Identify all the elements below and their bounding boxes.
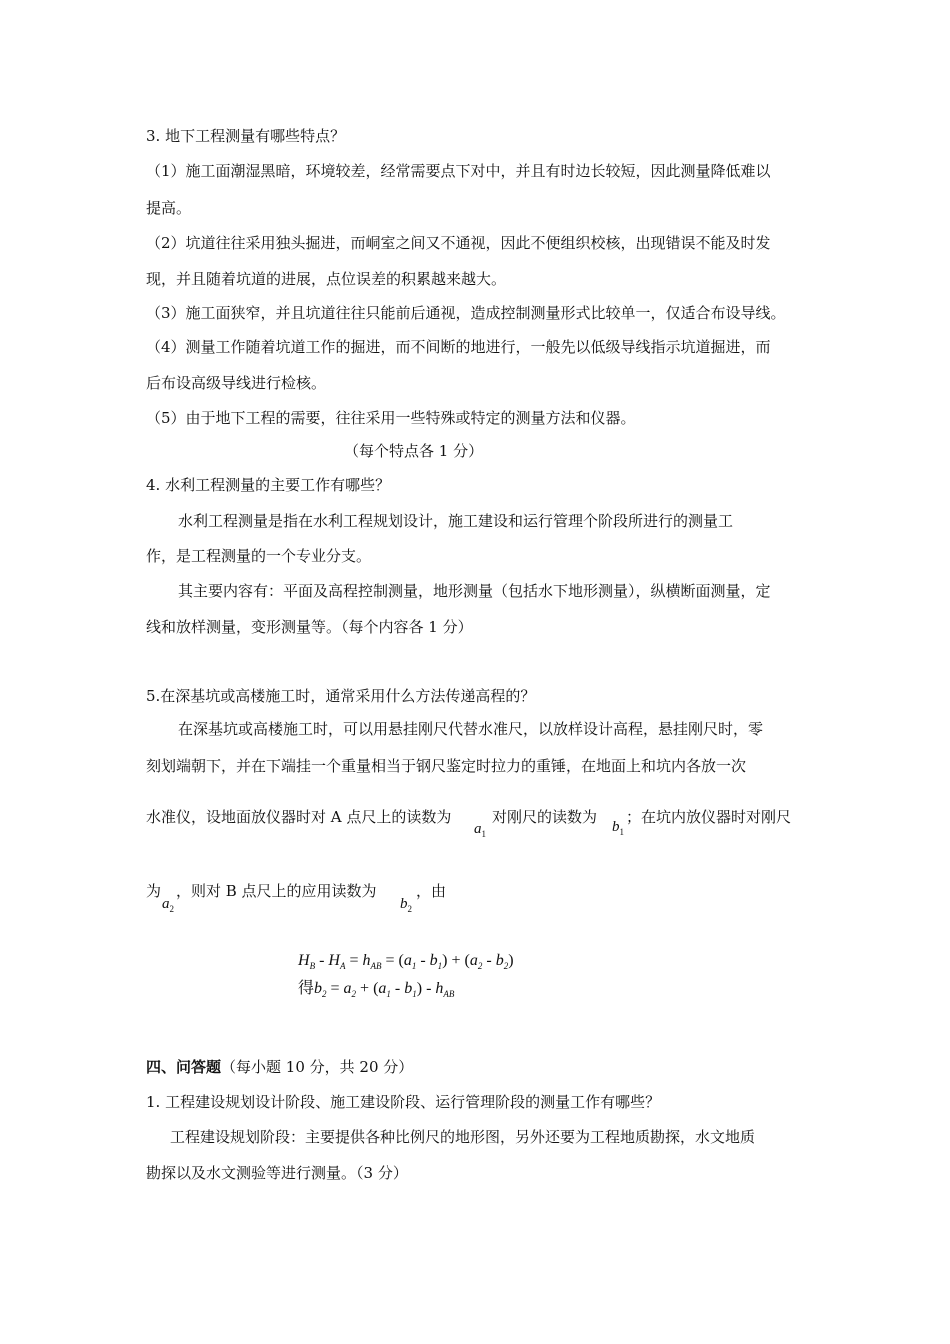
section-4-heading-line: [146, 1058, 413, 1077]
q4-para-1: 水利工程测量是指在水利工程规划设计，施工建设和运行管理个阶段所进行的测量工: [178, 512, 734, 530]
q5-title: 5.在深基坑或高楼施工时，通常采用什么方法传递高程的？: [146, 687, 536, 705]
formula-height-difference: $H_B - H_A = h_{AB} = (a_1 - b_1) + (a_2 - b_2)$: [298, 952, 514, 971]
q5-line-3-part-3: ；在坑内放仪器时对刚尺: [626, 808, 792, 826]
q3-point-1-cont: 提高。: [146, 199, 192, 217]
q5-para-line-2: 刻划端朝下，并在下端挂一个重量相当于钢尺鉴定时拉力的重锤，在地面上和坑内各放一次: [146, 757, 747, 775]
q3-point-3: （3）施工面狭窄，并且坑道往往只能前后通视，造成控制测量形式比较单一，仅适合布设导线。: [146, 304, 786, 322]
q3-title: 3. 地下工程测量有哪些特点？: [146, 127, 346, 145]
q5-line-3-part-2: 对刚尺的读数为: [492, 808, 598, 826]
q3-score-note: （每个特点各 1 分）: [344, 442, 484, 460]
section-4-heading-note: （每小题 10 分，共 20 分）: [221, 1058, 414, 1076]
q3-point-4-cont: 后布设高级导线进行检核。: [146, 374, 327, 392]
q4-title: 4. 水利工程测量的主要工作有哪些？: [146, 476, 391, 494]
q5-line-4-part-3: ，由: [416, 882, 447, 900]
q5-line-3-part-1: 水准仪，设地面放仪器时对 A 点尺上的读数为: [146, 808, 452, 826]
section-4-heading: 四、问答题: [146, 1058, 222, 1076]
q4-para-2-cont: 线和放样测量，变形测量等。（每个内容各 1 分）: [146, 618, 473, 636]
q5-para-line-3: [146, 808, 451, 827]
q5-para-line-1: 在深基坑或高楼施工时，可以用悬挂刚尺代替水准尺，以放样设计高程，悬挂刚尺时，零: [178, 720, 764, 738]
s4-q1-para-1-cont: 勘探以及水文测验等进行测量。（3 分）: [146, 1164, 408, 1182]
var-b2: $b_2$: [400, 896, 412, 914]
q3-point-4: （4）测量工作随着坑道工作的掘进，而不间断的地进行，一般先以低级导线指示坑道掘进，而: [146, 338, 771, 356]
s4-q1-para-1: 工程建设规划阶段：主要提供各种比例尺的地形图，另外还要为工程地质勘探，水文地质: [170, 1128, 756, 1146]
q5-line-4-part-2: ，则对 B 点尺上的应用读数为: [176, 882, 377, 900]
q3-point-5: （5）由于地下工程的需要，往往采用一些特殊或特定的测量方法和仪器。: [146, 409, 636, 427]
q5-line-4-part-1: 为: [146, 882, 162, 900]
q3-point-2-cont: 现，并且随着坑道的进展，点位误差的积累越来越大。: [146, 270, 507, 288]
var-a2: $a_2$: [162, 896, 174, 914]
var-b1: $b_1$: [612, 819, 624, 837]
formula-b2-result: 得$b_2 = a_2 + (a_1 - b_1) - h_{AB}$: [298, 980, 455, 999]
s4-q1-title: 1. 工程建设规划设计阶段、施工建设阶段、运行管理阶段的测量工作有哪些？: [146, 1093, 661, 1111]
var-a1: $a_1$: [474, 821, 486, 839]
q3-point-1: （1）施工面潮湿黑暗，环境较差，经常需要点下对中，并且有时边长较短，因此测量降低难以: [146, 162, 771, 180]
q4-para-2: 其主要内容有：平面及高程控制测量，地形测量（包括水下地形测量），纵横断面测量，定: [178, 582, 771, 600]
q3-point-2: （2）坑道往往采用独头掘进，而峒室之间又不通视，因此不便组织校核，出现错误不能及时发: [146, 234, 771, 252]
q4-para-1-cont: 作，是工程测量的一个专业分支。: [146, 547, 372, 565]
